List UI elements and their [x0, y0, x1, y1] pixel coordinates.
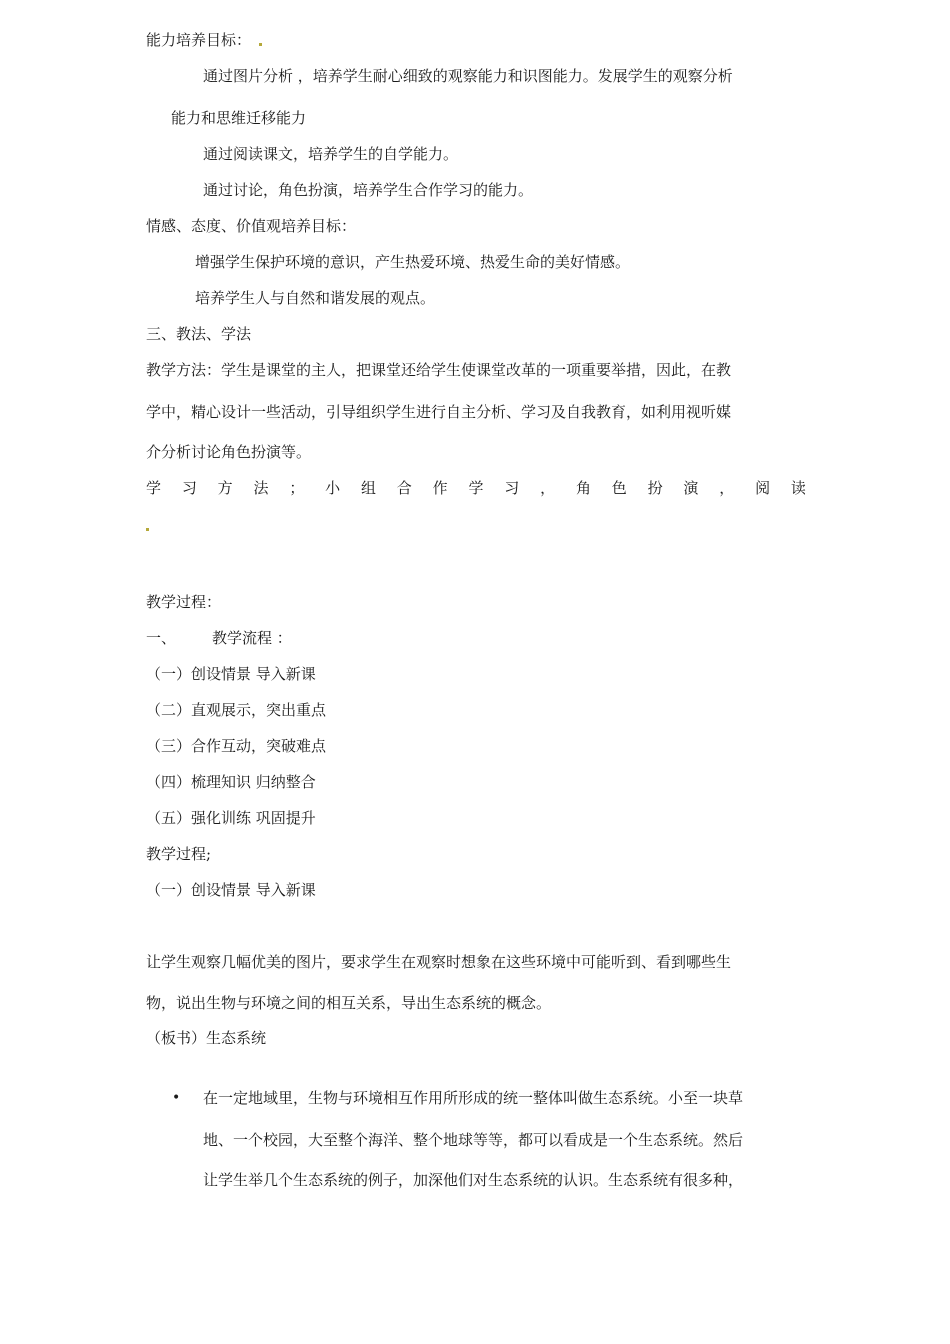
mark-dot: [146, 528, 149, 531]
learning-method-char: 小: [325, 479, 341, 497]
emotion-item: 培养学生人与自然和谐发展的观点。: [195, 289, 436, 307]
flow-step: （四）梳理知识 归纳整合: [146, 773, 316, 791]
learning-method-line: [146, 478, 806, 498]
learning-method-char: 合: [396, 479, 412, 497]
learning-method-char: ；: [289, 479, 305, 497]
emotion-heading: 情感、态度、价值观培养目标：: [146, 217, 357, 235]
learning-method-char: 作: [432, 479, 448, 497]
learning-method-char: 演: [683, 479, 699, 497]
learning-method-char: 习: [181, 479, 197, 497]
learning-method-char: ，: [540, 479, 556, 497]
learning-method-char: 学: [468, 479, 484, 497]
ability-item: 能力和思维迁移能力: [171, 109, 307, 127]
ability-heading: 能力培养目标：: [146, 31, 252, 49]
flow-heading-number: 一、: [146, 629, 177, 647]
learning-method-char: 阅: [755, 479, 771, 497]
learning-method-char: 扮: [647, 479, 663, 497]
mark-dot: [259, 43, 262, 46]
bullet-text-line: 在一定地域里，生物与环境相互作用所形成的统一整体叫做生态系统。小至一块草: [203, 1089, 744, 1107]
learning-method-char: 角: [575, 479, 591, 497]
learning-method-char: 学: [146, 479, 162, 497]
ability-item: 通过阅读课文，培养学生的自学能力。: [203, 145, 459, 163]
ability-item: 通过讨论，角色扮演，培养学生合作学习的能力。: [203, 181, 534, 199]
flow-heading: 教学流程 ：: [212, 629, 292, 647]
learning-method-char: ，: [719, 479, 735, 497]
process-heading: 教学过程：: [146, 593, 222, 611]
teaching-method-line: 教学方法：学生是课堂的主人，把课堂还给学生使课堂改革的一项重要举措，因此，在教: [146, 361, 732, 379]
section-heading: 三、教法、学法: [146, 325, 252, 343]
teaching-method-line: 学中，精心设计一些活动，引导组织学生进行自主分析、学习及自我教育，如利用视听媒: [146, 403, 732, 421]
teaching-method-line: 介分析讨论角色扮演等。: [146, 443, 312, 461]
step-title: （一）创设情景 导入新课: [146, 881, 316, 899]
board-title: （板书）生态系统: [146, 1029, 267, 1047]
learning-method-char: 读: [790, 479, 806, 497]
bullet-icon: •: [172, 1090, 181, 1106]
learning-method-char: 组: [360, 479, 376, 497]
intro-paragraph-line: 让学生观察几幅优美的图片，要求学生在观察时想象在这些环境中可能听到、看到哪些生: [146, 953, 732, 971]
flow-step: （五）强化训练 巩固提升: [146, 809, 316, 827]
intro-paragraph-line: 物，说出生物与环境之间的相互关系，导出生态系统的概念。: [146, 994, 552, 1012]
learning-method-char: 色: [611, 479, 627, 497]
process-heading: 教学过程;: [146, 845, 212, 863]
bullet-text-line: 让学生举几个生态系统的例子，加深他们对生态系统的认识。生态系统有很多种，: [203, 1171, 744, 1189]
learning-method-char: 习: [504, 479, 520, 497]
learning-method-char: 方: [217, 479, 233, 497]
learning-method-char: 法: [253, 479, 269, 497]
flow-step: （三）合作互动，突破难点: [146, 737, 327, 755]
flow-step: （一）创设情景 导入新课: [146, 665, 316, 683]
ability-item: 通过图片分析 ，培养学生耐心细致的观察能力和识图能力。发展学生的观察分析: [203, 67, 733, 85]
flow-step: （二）直观展示，突出重点: [146, 701, 327, 719]
emotion-item: 增强学生保护环境的意识，产生热爱环境、热爱生命的美好情感。: [195, 253, 631, 271]
bullet-text-line: 地、一个校园，大至整个海洋、整个地球等等，都可以看成是一个生态系统。然后: [203, 1131, 744, 1149]
